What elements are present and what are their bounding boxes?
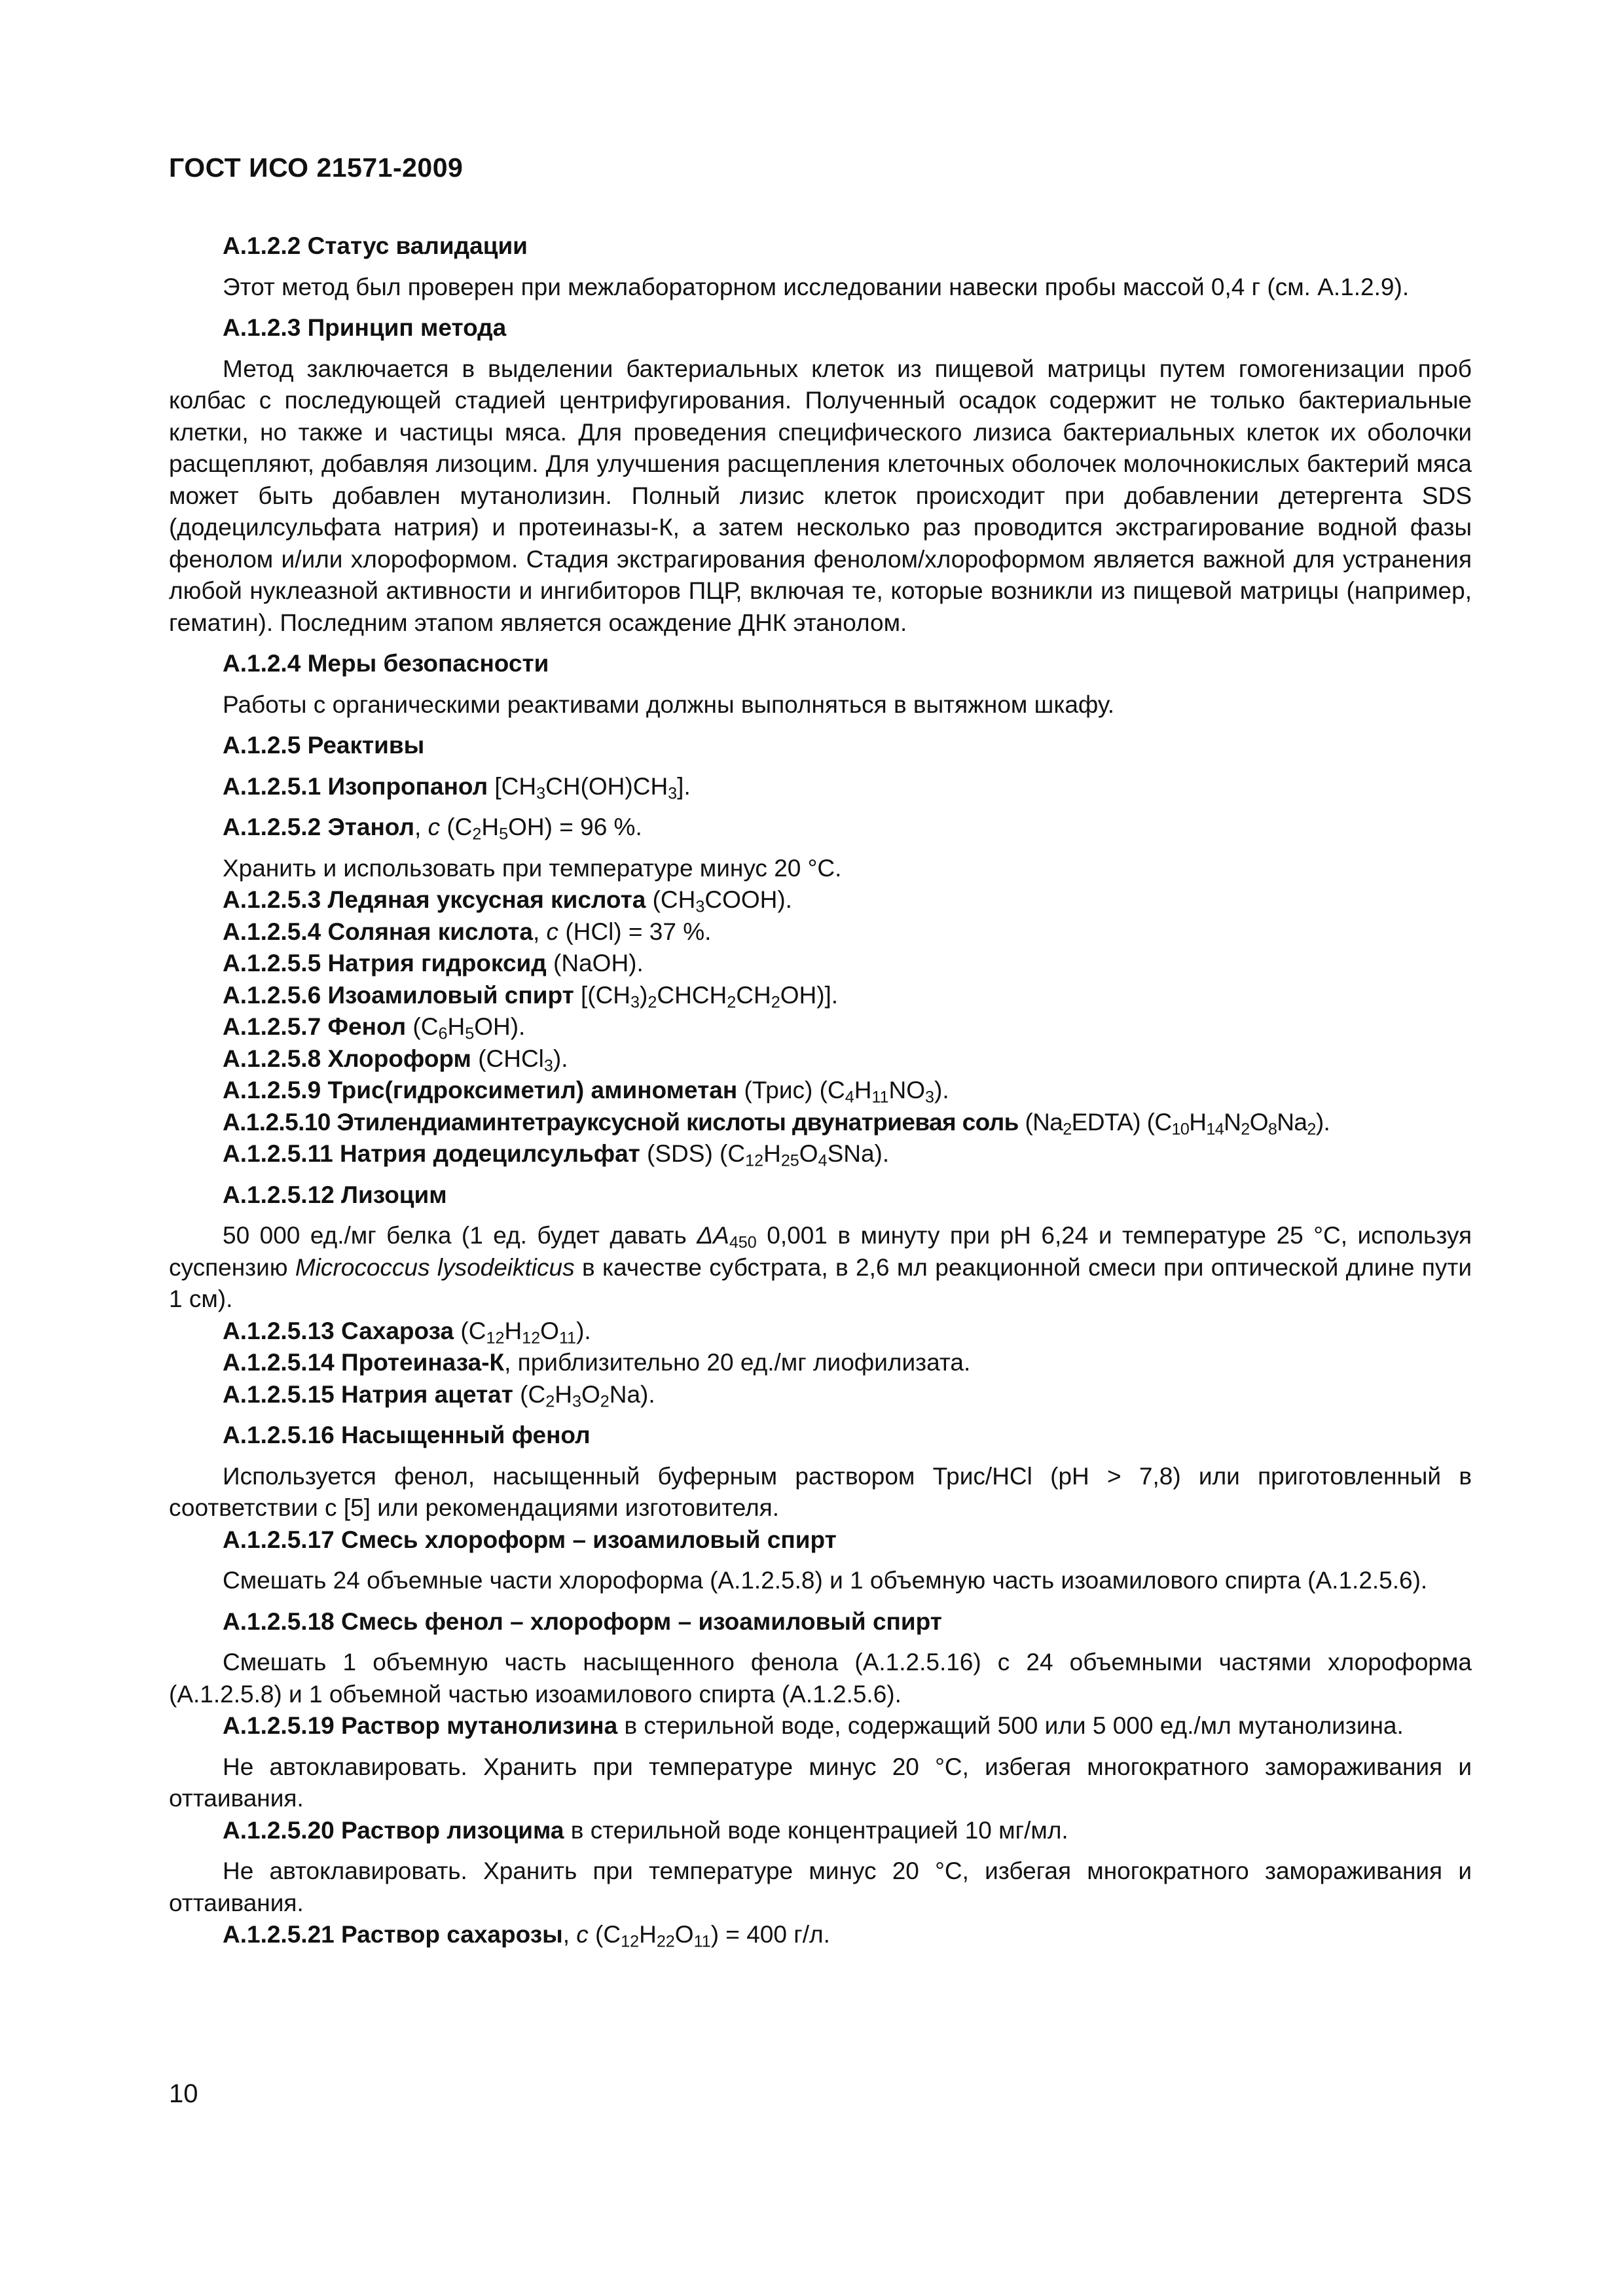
reagent-isoamyl-alcohol: А.1.2.5.6 Изоамиловый спирт $[(CH_3)_2CHCH_2CH_2OH)$]. (223, 981, 839, 1011)
reagent-phenol-mix-heading: А.1.2.5.18 Смесь фенол – хлороформ – изоамиловый спирт (223, 1607, 942, 1635)
paragraph-safety: Работы с органическими реактивами должны выполняться в вытяжном шкафу. (223, 691, 1115, 718)
document-code-header: ГОСТ ИСО 21571-2009 (169, 152, 464, 183)
page-number: 10 (169, 2079, 198, 2108)
reagent-sds: А.1.2.5.11 Натрия додецилсульфат (SDS) $(C_{12}H_{25}O_4SNa)$. (223, 1140, 890, 1170)
lysozyme-storage-note: Не автоклавировать. Хранить при температуре минус 20 °С, избегая многократного замораживания и оттаивания. (169, 1857, 1472, 1916)
reagent-tris: А.1.2.5.9 Трис(гидроксиметил) аминометан (Трис) $(C_4H_{11}NO_3)$. (223, 1077, 949, 1107)
reagent-sucrose: А.1.2.5.13 Сахароза $(C_{12}H_{12}O_{11})$. (223, 1317, 591, 1347)
reagent-phenol-mix-text: Смешать 1 объемную часть насыщенного фенола (А.1.2.5.16) с 24 объемными частями хлороформа (А.1.2.5.8) и 1 объемной частью изоамилового спирта (А.1.2.5.6). (169, 1649, 1472, 1708)
reagent-ethanol: А.1.2.5.2 Этанол, c $(C_2H_5OH) = 96$ %. (223, 814, 642, 844)
ethanol-storage-note: Хранить и использовать при температуре минус 20 °С. (223, 854, 842, 882)
reagent-saturated-phenol-text: Используется фенол, насыщенный буферным раствором Трис/HCl (рН > 7,8) или приготовленный в соответствии с [5] или рекомендациями изготовителя. (169, 1462, 1472, 1521)
reagent-lysozyme-heading: А.1.2.5.12 Лизоцим (223, 1181, 447, 1208)
heading-reagents: А.1.2.5 Реактивы (223, 732, 425, 759)
reagent-proteinase-k: А.1.2.5.14 Протеиназа-К, приблизительно 20 ед./мг лиофилизата. (223, 1349, 971, 1376)
reagent-edta: А.1.2.5.10 Этилендиаминтетрауксусной кислоты двунатриевая соль $(Na_2EDTA)$ $(C_{10}H_{14}N_2O_8Na_2)$. (223, 1108, 1330, 1138)
paragraph-validation-status: Этот метод был проверен при межлабораторном исследовании навески пробы массой 0,4 г (см. А.1.2.9). (223, 273, 1410, 300)
reagent-lysozyme-description: 50 000 ед./мг белка (1 ед. будет давать $\Delta A_{450}$ 0,001 в минуту при рН 6,24 и температуре 25 °С, используя суспензию Micrococcus lysodeikticus в качестве субстрата, в 2,6 мл реакционной смеси при оптической длине пути 1 см). (169, 1222, 1472, 1312)
heading-validation-status: А.1.2.2 Статус валидации (223, 232, 528, 259)
reagent-phenol: А.1.2.5.7 Фенол $(C_6H_5OH)$. (223, 1013, 526, 1043)
reagent-chloroform-isoamyl-text: Смешать 24 объемные части хлороформа (А.1.2.5.8) и 1 объемную часть изоамилового спирта (А.1.2.5.6). (223, 1567, 1428, 1594)
reagent-acetic-acid: А.1.2.5.3 Ледяная уксусная кислота $(CH_3COOH)$. (223, 886, 792, 916)
reagent-hydrochloric-acid: А.1.2.5.4 Соляная кислота, c (HCl) = 37 %. (223, 918, 712, 945)
reagent-lysozyme-solution: А.1.2.5.20 Раствор лизоцима в стерильной воде концентрацией 10 мг/мл. (223, 1816, 1068, 1844)
reagent-saturated-phenol-heading: А.1.2.5.16 Насыщенный фенол (223, 1422, 591, 1448)
heading-method-principle: А.1.2.3 Принцип метода (223, 314, 507, 341)
reagent-chloroform-isoamyl-heading: А.1.2.5.17 Смесь хлороформ – изоамиловый спирт (223, 1526, 837, 1553)
paragraph-method-principle: Метод заключается в выделении бактериальных клеток из пищевой матрицы путем гомогенизации проб колбас с последующей стадией центрифугирования. Полученный осадок содержит не только бактериальные клетки, но также и частицы мяса. Для проведения специфического лизиса бактериальных клеток их оболочки расщепляют, добавляя лизоцим. Для улучшения расщепления клеточных оболочек молочнокислых бактерий мяса может быть добавлен мутанолизин. Полный лизис клеток происходит при добавлении детергента SDS (додецилсульфата натрия) и протеиназы-К, а затем несколько раз проводится экстрагирование водной фазы фенолом и/или хлороформом. Стадия экстрагирования фенолом/хлороформом является важной для устранения любой нуклеазной активности и ингибиторов ПЦР, включая те, которые возникли из пищевой матрицы (например, гематин). Последним этапом является осаждение ДНК этанолом. (169, 355, 1472, 636)
reagent-isopropanol: А.1.2.5.1 Изопропанол $[CH_3CH(OH)CH_3]$. (223, 772, 691, 802)
reagent-sodium-acetate: А.1.2.5.15 Натрия ацетат $(C_2H_3O_2Na)$. (223, 1380, 655, 1410)
reagent-sodium-hydroxide: А.1.2.5.5 Натрия гидроксид (NaOH). (223, 950, 644, 977)
reagent-mutanolysin-solution: А.1.2.5.19 Раствор мутанолизина в стерильной воде, содержащий 500 или 5 000 ед./мл мутанолизина. (223, 1712, 1404, 1739)
document-page (169, 0, 1472, 2296)
mutanolysin-storage-note: Не автоклавировать. Хранить при температуре минус 20 °С, избегая многократного замораживания и оттаивания. (169, 1753, 1472, 1812)
reagent-sucrose-solution: А.1.2.5.21 Раствор сахарозы, c $(C_{12}H_{22}O_{11}) = 400$ г/л. (223, 1921, 830, 1951)
heading-safety: А.1.2.4 Меры безопасности (223, 650, 549, 677)
reagent-chloroform: А.1.2.5.8 Хлороформ (CHCl$_3$). (223, 1045, 568, 1075)
document-body (169, 230, 1472, 1951)
